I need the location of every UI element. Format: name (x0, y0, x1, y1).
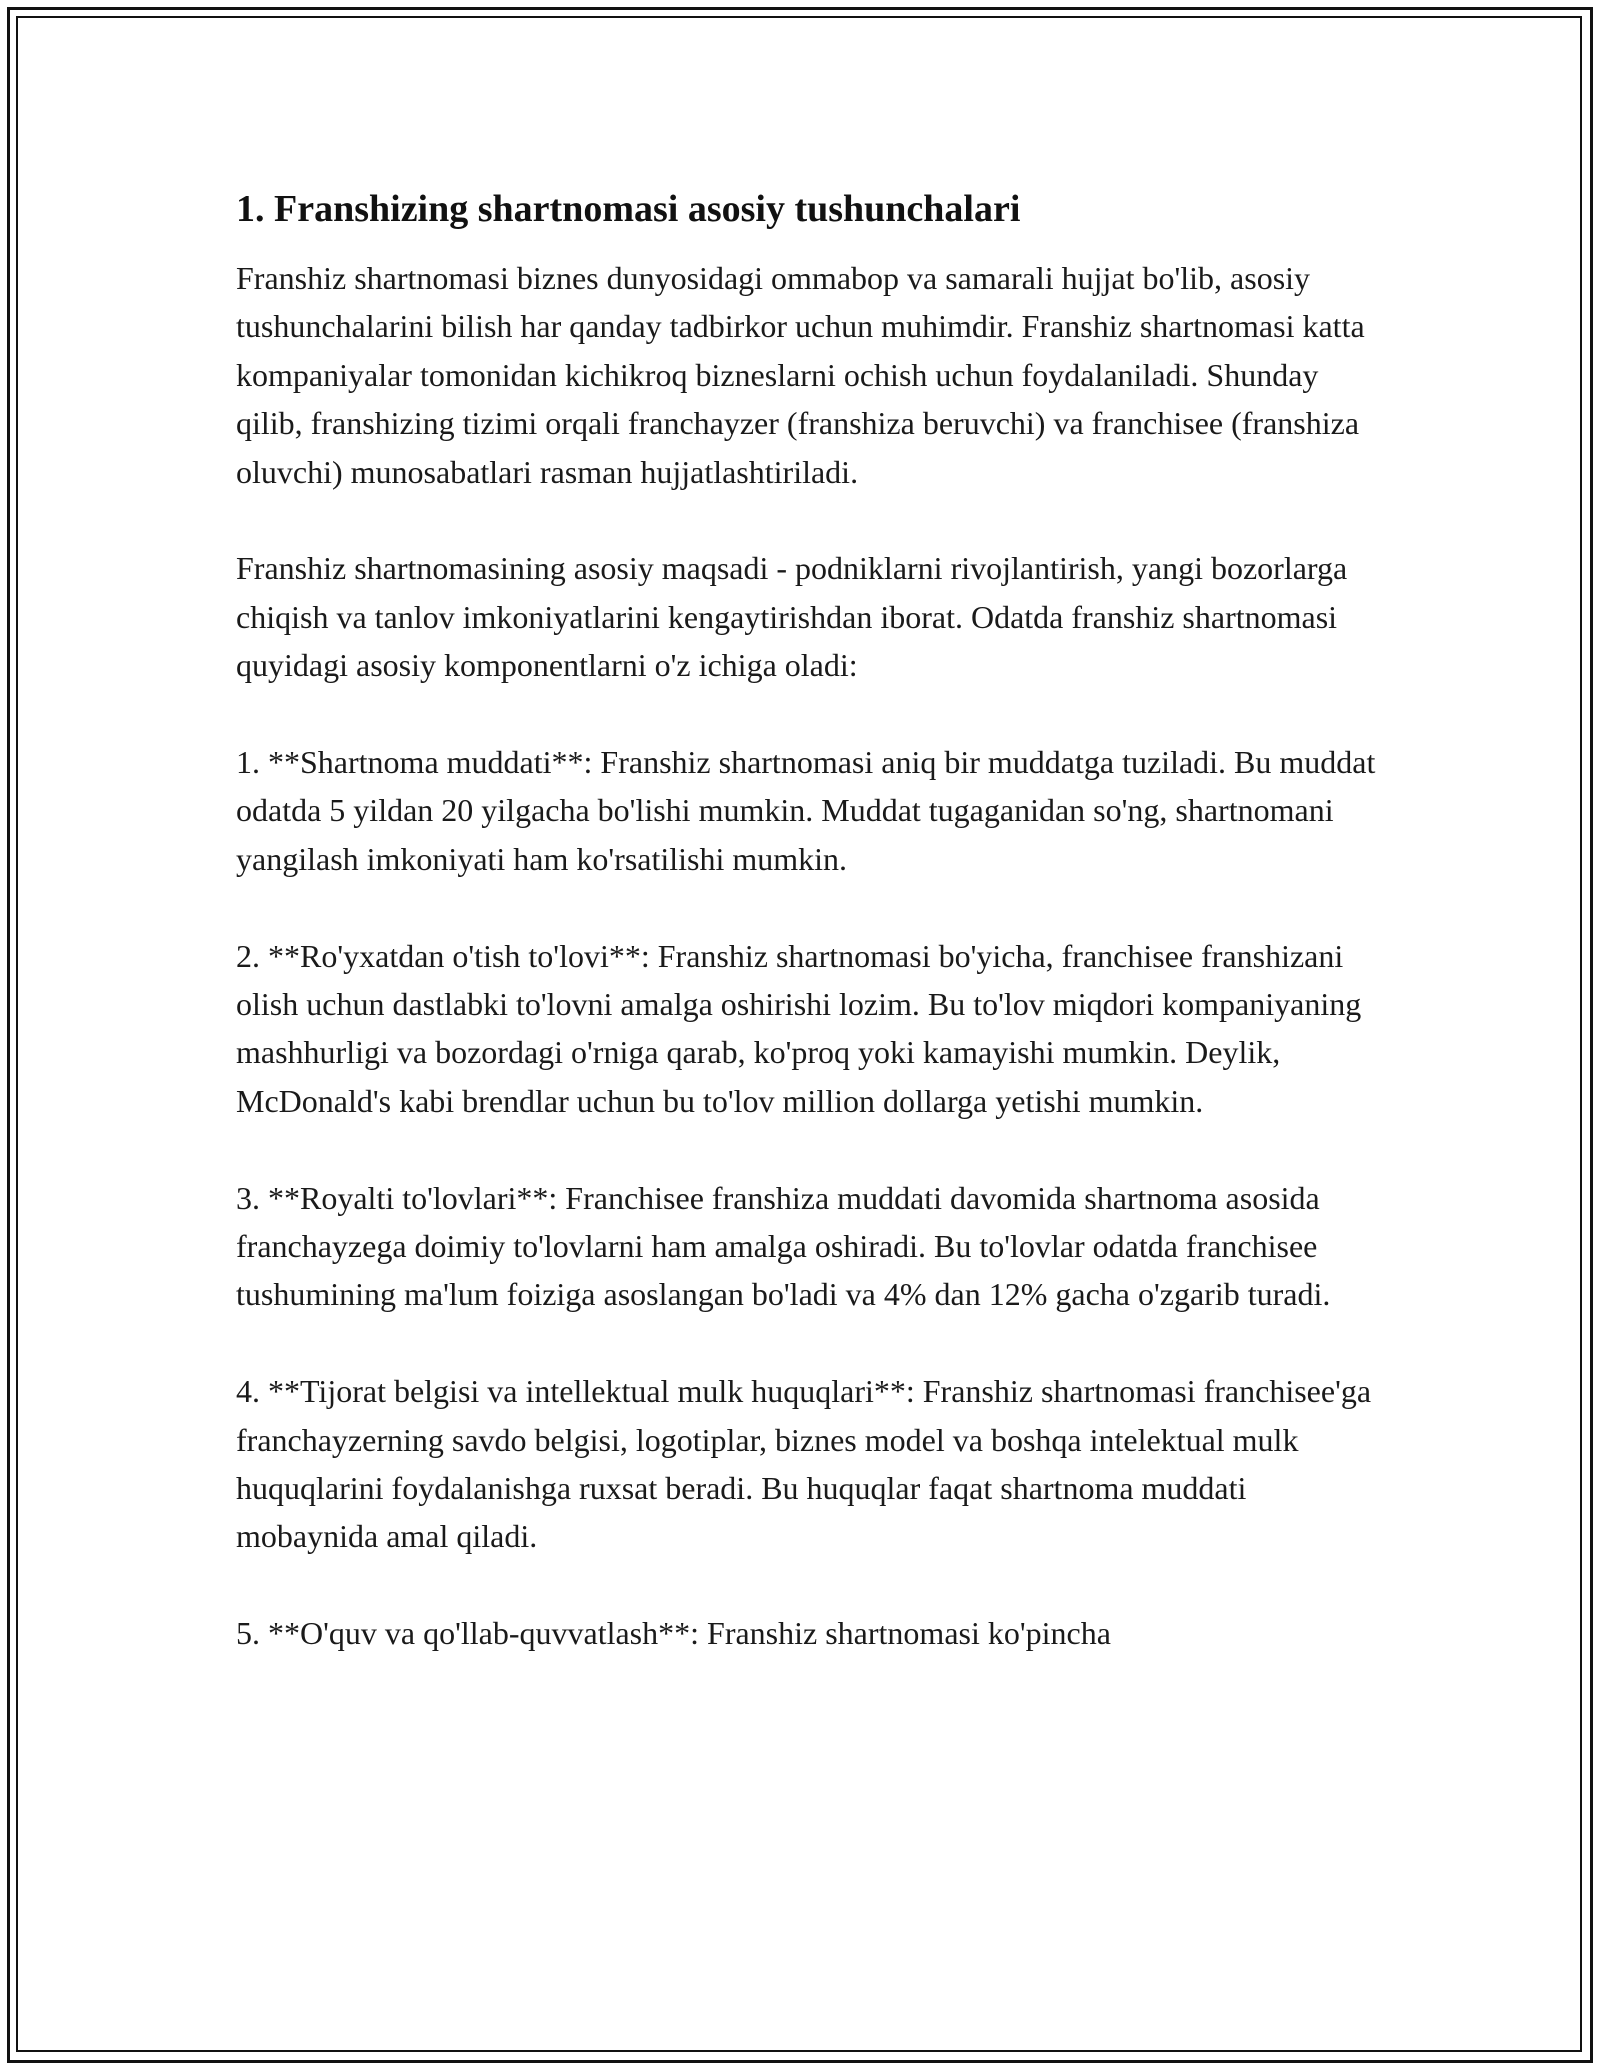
section-heading: 1. Franshizing shartnomasi asosiy tushunchalari (236, 188, 1021, 230)
purpose-paragraph: Franshiz shartnomasining asosiy maqsadi - podniklarni rivojlantirish, yangi bozorlarga chiqish va tanlov imkoniyatlarini kengaytirishdan iborat. Odatda franshiz shartnomasi quyidagi asosiy komponentlarni o'z ichiga oladi: (236, 550, 1348, 684)
list-item-royalty: 3. **Royalti to'lovlari**: Franchisee franshiza muddati davomida shartnoma asosida franchayzega doimiy to'lovlarni ham amalga oshiradi. Bu to'lovlar odatda franchisee tushumining ma'lum foiziga asoslangan bo'ladi va 4% dan 12% gacha o'zgarib turadi. (236, 1179, 1331, 1313)
list-item-training-support: 5. **O'quv va qo'llab-quvvatlash**: Franshiz shartnomasi ko'pincha (236, 1615, 1111, 1652)
list-item-trademark-rights: 4. **Tijorat belgisi va intellektual mulk huquqlari**: Franshiz shartnomasi franchisee'ga franchayzerning savdo belgisi, logotiplar, biznes model va boshqa intelektual mulk huquqlarini foydalanishga ruxsat beradi. Bu huquqlar faqat shartnoma muddati mobaynida amal qiladi. (236, 1373, 1372, 1555)
document-body (236, 186, 1386, 1706)
list-item-term: 1. **Shartnoma muddati**: Franshiz shartnomasi aniq bir muddatga tuziladi. Bu muddat odatda 5 yildan 20 yilgacha bo'lishi mumkin. Muddat tugaganidan so'ng, shartnomani yangilash imkoniyati ham ko'rsatilishi mumkin. (236, 744, 1376, 877)
list-item-registration-fee: 2. **Ro'yxatdan o'tish to'lovi**: Franshiz shartnomasi bo'yicha, franchisee franshizani olish uchun dastlabki to'lovni amalga oshirishi lozim. Bu to'lov miqdori kompaniyaning mashhurligi va bozordagi o'rniga qarab, ko'proq yoki kamayishi mumkin. Deylik, McDonald's kabi brendlar uchun bu to'lov million dollarga yetishi mumkin. (236, 937, 1362, 1119)
intro-paragraph: Franshiz shartnomasi biznes dunyosidagi ommabop va samarali hujjat bo'lib, asosiy tushunchalarini bilish har qanday tadbirkor uchun muhimdir. Franshiz shartnomasi katta kompaniyalar tomonidan kichikroq bizneslarni ochish uchun foydalaniladi. Shunday qilib, franshizing tizimi orqali franchayzer (franshiza beruvchi) va franchisee (franshiza oluvchi) munosabatlari rasman hujjatlashtiriladi. (236, 260, 1365, 490)
